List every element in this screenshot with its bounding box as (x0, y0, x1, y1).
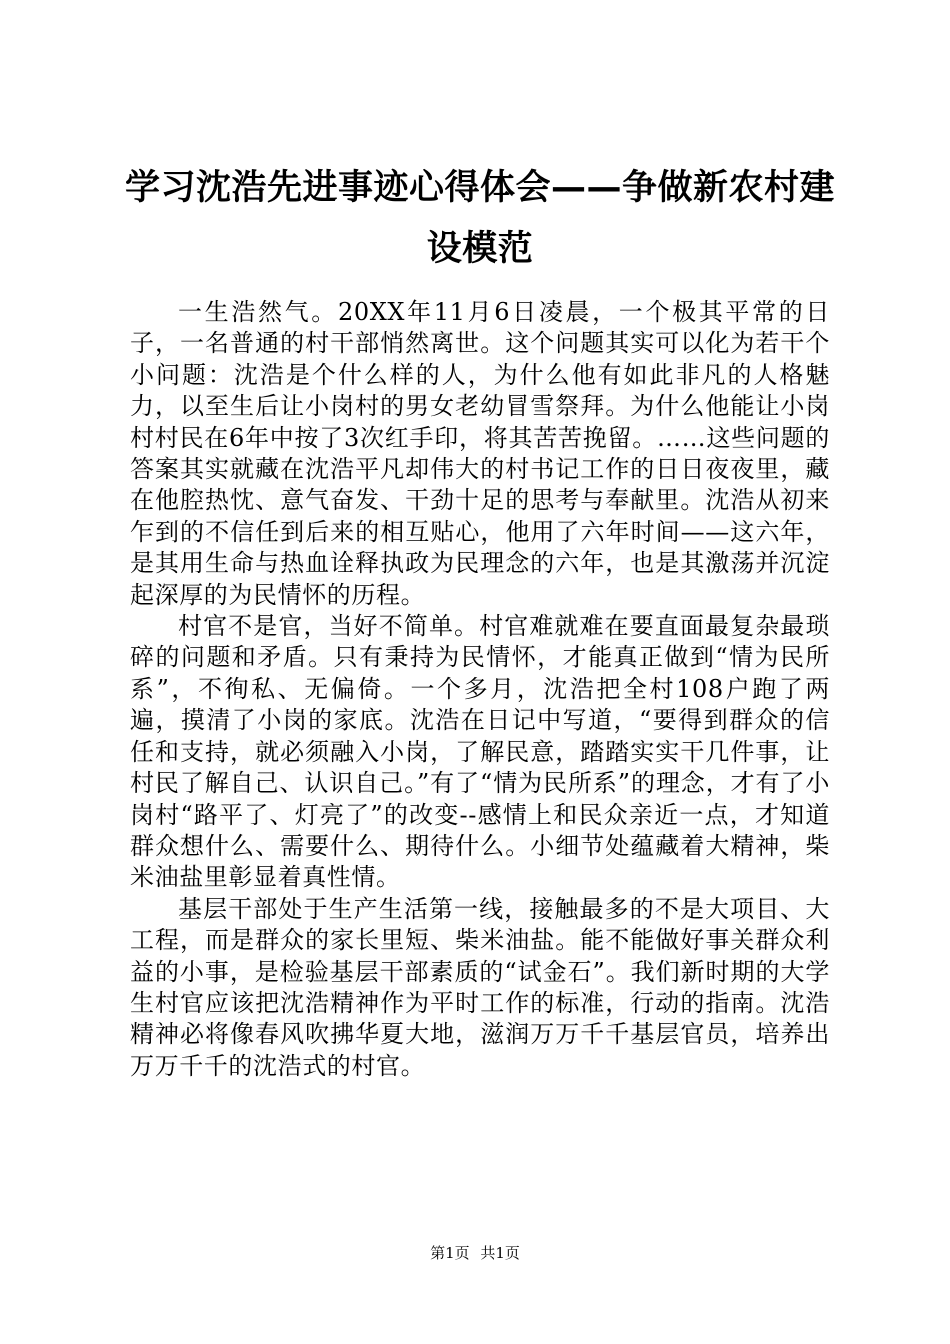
paragraph-1: 一生浩然气。20XX年11月6日凌晨，一个极其平常的日子，一名普通的村干部悄然离世。这个问题其实可以化为若干个小问题：沈浩是个什么样的人，为什么他有如此非凡的人格魅力，以至生后让小岗村的男女老幼冒雪祭拜。为什么他能让小岗村村民在6年中按了3次红手印，将其苦苦挽留。……这些问题的答案其实就藏在沈浩平凡却伟大的村书记工作的日日夜夜里，藏在他腔热忱、意气奋发、干劲十足的思考与奉献里。沈浩从初来乍到的不信任到后来的相互贴心，他用了六年时间——这六年，是其用生命与热血诠释执政为民理念的六年，也是其激荡并沉淀起深厚的为民情怀的历程。 (130, 298, 830, 609)
page-total: 共1页 (480, 1244, 520, 1262)
document-body (130, 297, 830, 1082)
page-number: 第1页 (430, 1244, 470, 1262)
page-footer (0, 1243, 950, 1263)
paragraph-3: 基层干部处于生产生活第一线，接触最多的不是大项目、大工程，而是群众的家长里短、柴米油盐。能不能做好事关群众利益的小事，是检验基层干部素质的“试金石”。我们新时期的大学生村官应该把沈浩精神作为平时工作的标准，行动的指南。沈浩精神必将像春风吹拂华夏大地，滋润万万千千基层官员，培养出万万千千的沈浩式的村官。 (130, 894, 830, 1080)
paragraph-2: 村官不是官，当好不简单。村官难就难在要直面最复杂最琐碎的问题和矛盾。只有秉持为民情怀，才能真正做到“情为民所系”，不徇私、无偏倚。一个多月，沈浩把全村108户跑了两遍，摸清了小岗的家底。沈浩在日记中写道，“要得到群众的信任和支持，就必须融入小岗，了解民意，踏踏实实干几件事，让村民了解自己、认识自己。”有了“情为民所系”的理念，才有了小岗村“路平了、灯亮了”的改变--感情上和民众亲近一点，才知道群众想什么、需要什么、期待什么。小细节处蕴藏着大精神，柴米油盐里彰显着真性情。 (130, 612, 830, 892)
document-title: 学习沈浩先进事迹心得体会——争做新农村建设模范 (124, 168, 835, 269)
